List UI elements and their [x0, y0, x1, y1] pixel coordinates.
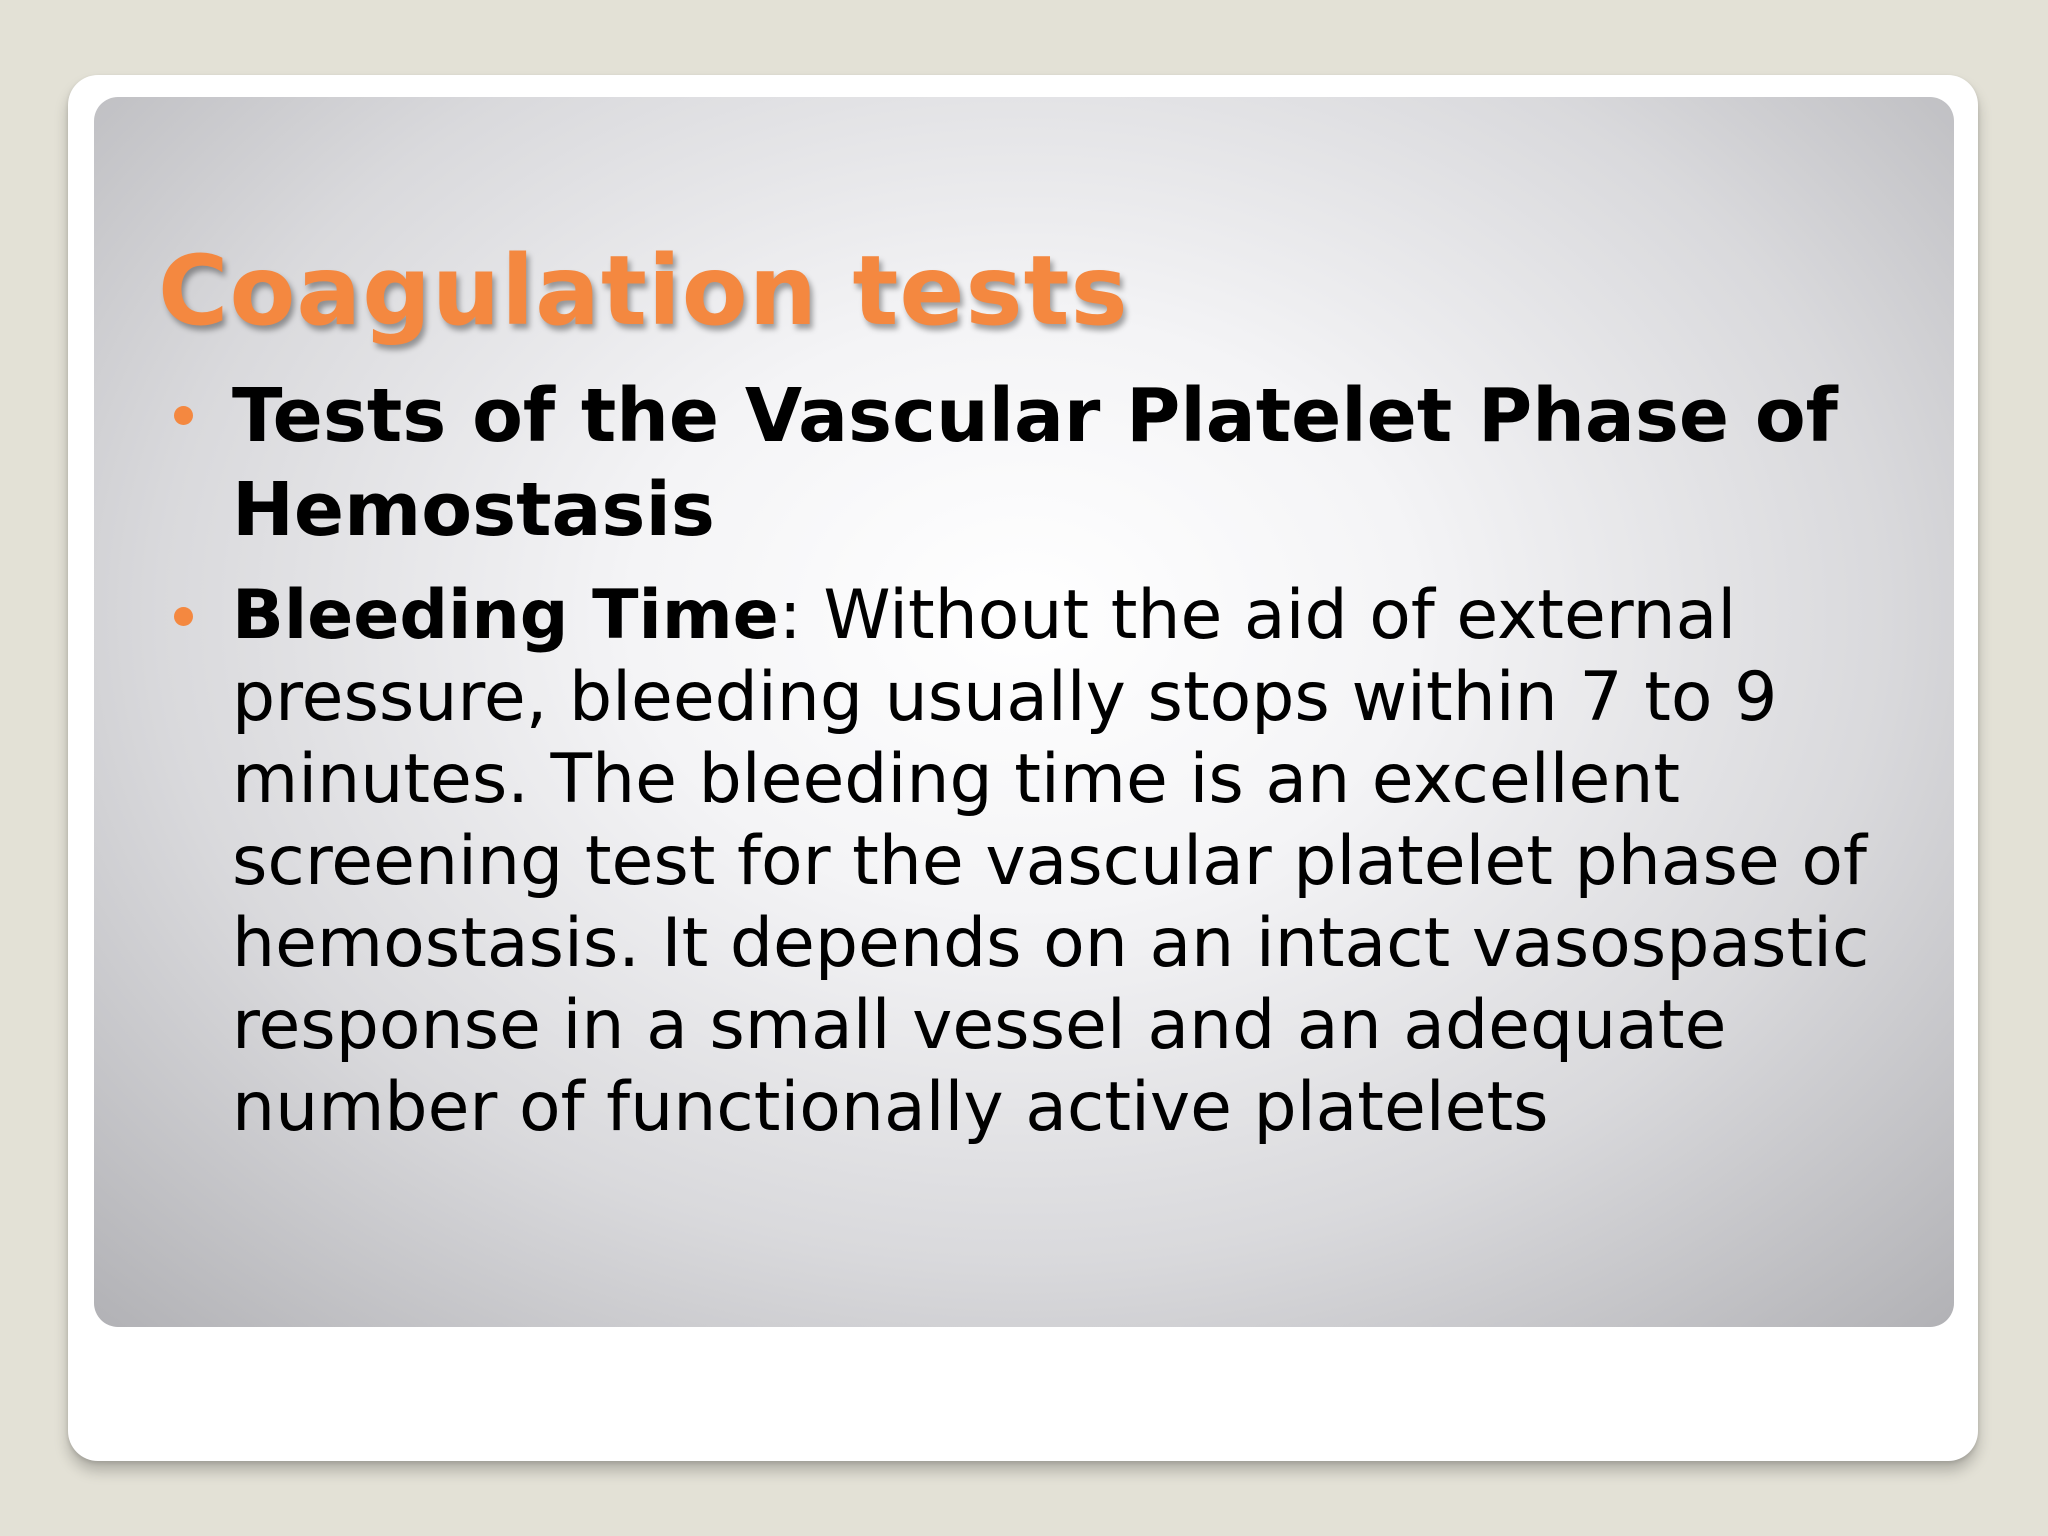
bullet-text: Tests of the Vascular Platelet Phase of Hemostasis	[232, 373, 1838, 553]
slide-content-panel	[94, 97, 1954, 1327]
bullet-term-separator: :	[778, 576, 824, 655]
bullet-list	[174, 369, 1894, 1149]
bullet-item-vascular-platelet-phase	[174, 369, 1894, 557]
slide-title: Coagulation tests	[158, 235, 1129, 347]
slide-frame	[68, 75, 1978, 1461]
bullet-text: Without the aid of external pressure, bleeding usually stops within 7 to 9 minutes. The bleeding time is an excellent screening test for the vascular platelet phase of hemostasis. It depends on an intact vasospastic response in a small vessel and an adequate number of functionally active platelets	[232, 576, 1870, 1147]
bullet-dot-icon	[174, 406, 193, 425]
bullet-dot-icon	[174, 607, 193, 626]
bullet-term: Bleeding Time	[232, 576, 779, 655]
bullet-item-bleeding-time	[174, 575, 1894, 1149]
